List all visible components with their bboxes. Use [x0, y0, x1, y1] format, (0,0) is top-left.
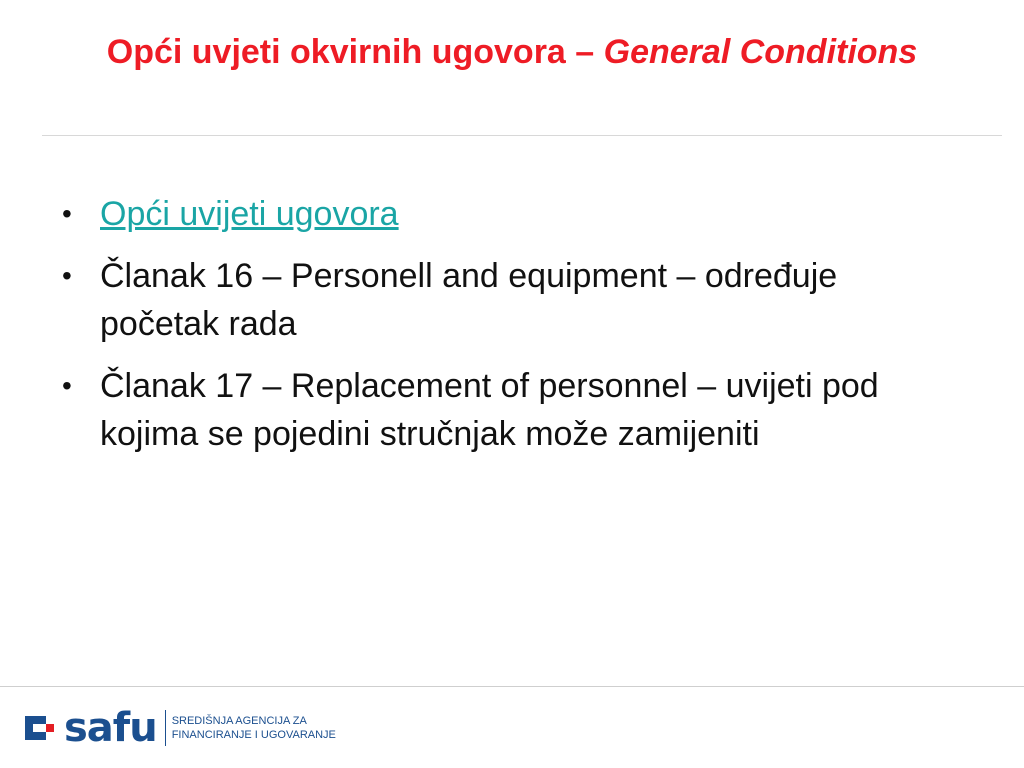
bullet-dot: •	[62, 260, 72, 291]
general-conditions-link[interactable]: Opći uvijeti ugovora	[100, 195, 399, 233]
logo-agency-name	[172, 714, 336, 742]
bullet-item-general-conditions	[62, 190, 962, 238]
footer-divider	[0, 686, 1024, 687]
slide-title	[40, 28, 984, 76]
bullet-dot: •	[62, 370, 72, 401]
bullet-dot: •	[62, 198, 72, 229]
slide-title-croatian: Opći uvjeti okvirnih ugovora –	[106, 33, 604, 71]
logo-agency-line-1: SREDIŠNJA AGENCIJA ZA	[171, 715, 307, 727]
bullet-text-article-17: Članak 17 – Replacement of personnel – uvijeti pod kojima se pojedini stručnjak može zamijeniti	[100, 367, 879, 453]
logo-agency-line-2: FINANCIRANJE I UGOVARANJE	[171, 729, 336, 741]
bullet-list	[62, 190, 962, 472]
slide-title-english: General Conditions	[603, 33, 918, 71]
logo-divider	[165, 710, 166, 746]
bullet-item-article-16	[62, 252, 962, 348]
title-divider	[42, 135, 1002, 136]
bullet-text-article-16: Članak 16 – Personell and equipment – određuje početak rada	[100, 257, 838, 343]
safu-logo-mark-icon	[22, 712, 56, 744]
logo-wordmark: safu	[64, 705, 157, 751]
safu-logo	[22, 706, 336, 750]
bullet-item-article-17	[62, 362, 962, 458]
